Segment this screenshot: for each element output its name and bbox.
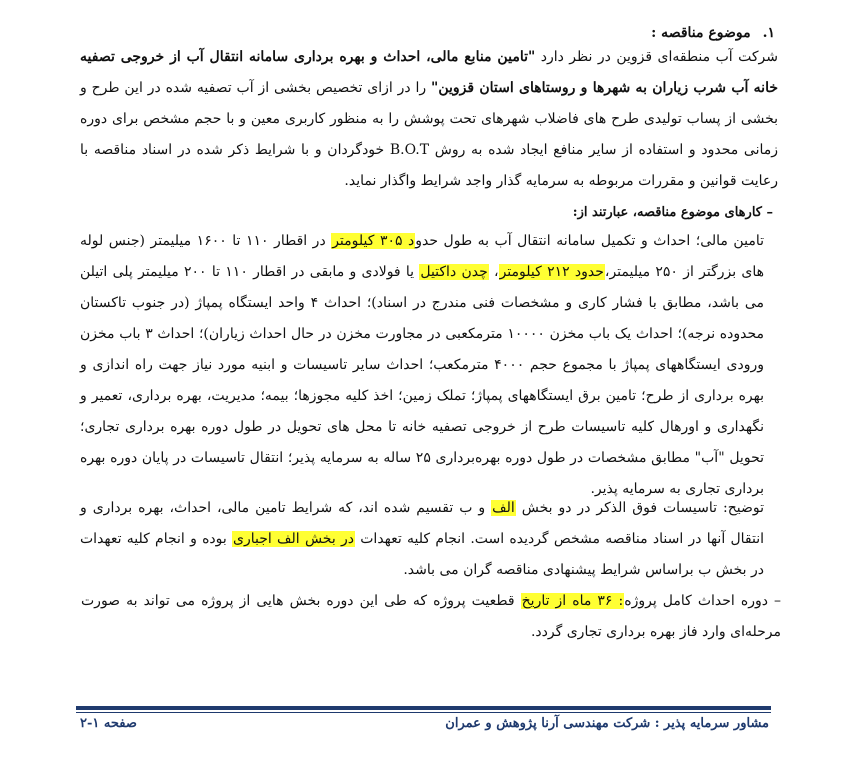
paragraph-scope bbox=[80, 226, 764, 505]
highlight-mandatory: در بخش الف اجباری bbox=[233, 531, 354, 547]
footer-rule-thin bbox=[76, 712, 771, 713]
section-heading bbox=[651, 22, 775, 44]
note-text-1: توضیح: تاسیسات فوق الذکر در دو بخش bbox=[515, 500, 764, 516]
highlight-part-alef: الف bbox=[492, 500, 515, 516]
footer-consultant: مشاور سرمایه پذیر : شرکت مهندسی آرنا پژوهش و عمران bbox=[445, 716, 769, 731]
footer-page-number: صفحه ۱-۲ bbox=[80, 716, 137, 731]
highlight-ductile-length: حدود ۲۱۲ کیلومتر bbox=[499, 264, 604, 280]
highlight-length: د ۳۰۵ کیلومتر bbox=[332, 233, 415, 249]
section-number: ۱. bbox=[762, 25, 775, 41]
paragraph-note bbox=[80, 493, 764, 586]
scope-text-3: ، bbox=[488, 264, 499, 280]
scope-text-1: تامین مالی؛ احداث و تکمیل سامانه انتقال آب به طول حدو bbox=[415, 233, 764, 249]
paragraph-intro bbox=[80, 42, 778, 197]
highlight-ductile-iron: چدن داکتیل bbox=[420, 264, 488, 280]
project-title: "تامین منابع مالی، احداث و بهره برداری سامانه انتقال آب از خروجی تصفیه خانه آب شرب زیاران به شهرها و روستاهای استان قزوین" bbox=[80, 49, 779, 96]
intro-lead: شرکت آب منطقه‌ای قزوین در نظر دارد bbox=[535, 49, 779, 65]
duration-text-2: قطعیت پروژه که طی این دوره بخش هایی از پروژه می تواند به صورت مرحله‌ای وارد فاز بهره برداری تجاری گردد. bbox=[81, 593, 781, 640]
footer-rule bbox=[76, 706, 771, 710]
scope-text-2: در اقطار ۱۱۰ تا ۱۶۰۰ میلیمتر (جنس لوله های بزرگتر از ۲۵۰ میلیمتر، bbox=[80, 233, 765, 280]
scope-subheading: – کارهای موضوع مناقصه، عبارتند از: bbox=[572, 205, 773, 220]
note-text-2: و ب تقسیم شده اند، که شرایط تامین مالی، احداث، بهره برداری و انتقال آنها در اسناد مناقصه مشخص گردیده است. انجام کلیه تعهدات bbox=[80, 500, 765, 547]
scope-text-4: یا فولادی و مابقی در اقطار ۱۱۰ تا ۲۰۰ میلیمتر پلی اتیلن می باشد، مطابق با فشار کاری و مشخصات فنی مندرج در اسناد)؛ احداث ۴ واحد ایستگاه پمپاژ (در جنوب تاکستان محدوده نرجه)؛ احداث یک باب مخزن ۱۰۰۰۰ مترمکعبی در مجاورت مخزن در حال احداث زیاران)؛ احداث ۳ باب مخزن ورودی ایستگاههای پمپاژ با مجموع حجم ۴۰۰۰ مترمکعب؛ احداث سایر تاسیسات و ابنیه مورد نیاز جهت راه اندازی و بهره برداری از طرح؛ تامین برق ایستگاههای پمپاژ؛ تملک زمین؛ اخذ کلیه مجوزها؛ بیمه؛ مدیریت، بهره برداری، تعمیر و نگهداری و اورهال کلیه تاسیسات طرح از خروجی تصفیه خانه تا محل های تحویل در طول دوره بهره برداری تجاری؛ تحویل "آب" مطابق مشخصات در طول دوره بهره‌برداری ۲۵ ساله به سرمایه پذیر؛ انتقال تاسیسات در پایان دوره بهره برداری تجاری به سرمایه پذیر. bbox=[80, 264, 765, 497]
intro-tail: را در ازای تخصیص بخشی از آب تصفیه شده در این طرح و بخشی از پساب تولیدی طرح های فاضلاب شهرهای تحت پوشش را به منظور کاربری معین و با حجم مشخص برای دوره زمانی محدود و استفاده از سایر منافع ایجاد شده به روش B.O.T خودگردان و با شرایط ذکر شده در اسناد مناقصه با رعایت قوانین و مقررات مربوطه به سرمایه گذار واجد شرایط واگذار نماید. bbox=[80, 80, 778, 189]
paragraph-duration bbox=[81, 586, 781, 648]
highlight-36-months: : ۳۶ ماه از تاریخ bbox=[521, 593, 624, 609]
duration-text-1: – دوره احداث کامل پروژه bbox=[624, 593, 782, 609]
section-title: موضوع مناقصه : bbox=[651, 25, 751, 41]
note-text-3: بوده و انجام کلیه تعهدات در بخش ب براساس شرایط پیشنهادی مناقصه گران می باشد. bbox=[80, 531, 764, 578]
